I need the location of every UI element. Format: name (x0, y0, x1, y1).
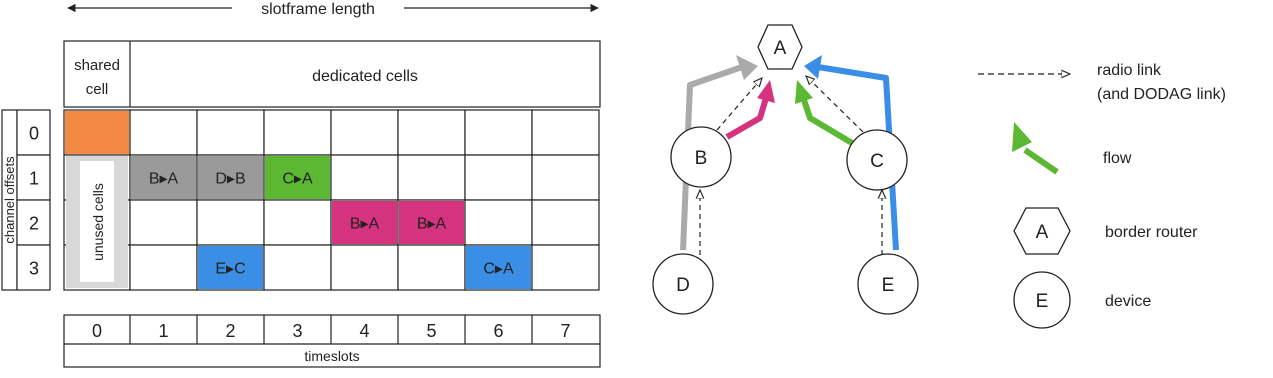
timeslot-number: 2 (225, 321, 236, 341)
schedule-cell (398, 245, 465, 290)
schedule-cell (465, 155, 532, 200)
legend-border-router-symbol: A (1035, 222, 1049, 243)
shared-cell-header-line2: cell (85, 81, 109, 98)
channel-offset-axis (2, 110, 50, 290)
dedicated-cell-label: B▸A (416, 215, 447, 233)
channel-offsets-label: channel offsets (2, 156, 17, 244)
node-b-device (671, 127, 731, 187)
timeslot-number: 4 (359, 321, 370, 341)
legend-device (1014, 272, 1151, 328)
schedule-cell (532, 110, 599, 155)
node-c-device (847, 130, 907, 190)
legend-device-label: device (1105, 293, 1152, 310)
channel-offset-label: 3 (28, 258, 40, 279)
node-e-device (858, 254, 918, 314)
dedicated-cell (265, 156, 330, 199)
timeslot-number: 0 (91, 321, 103, 341)
timeslot-number: 7 (560, 321, 571, 341)
timeslot-number: 6 (493, 321, 504, 341)
node-e-label: E (881, 275, 895, 296)
schedule-cell (130, 245, 197, 290)
node-c-label: C (870, 151, 884, 172)
dedicated-cell (332, 201, 397, 244)
schedule-cell (465, 200, 532, 245)
timeslot-axis (64, 315, 600, 367)
legend-border-router (1014, 208, 1198, 254)
schedule-cell (532, 155, 599, 200)
schedule-cell (264, 245, 331, 290)
schedule-cell (331, 245, 398, 290)
timeslot-number: 5 (426, 321, 437, 341)
timeslots-label: timeslots (304, 348, 360, 364)
timeslot-number: 1 (158, 321, 169, 341)
legend-device-symbol: E (1035, 291, 1049, 312)
schedule-cell (264, 110, 331, 155)
schedule-cell (130, 110, 197, 155)
slotframe-length-indicator (68, 1, 598, 18)
flow-magenta-b-to-a (727, 80, 775, 137)
schedule-cell (532, 245, 599, 290)
node-d-device (653, 254, 713, 314)
dedicated-cell-label: B▸A (148, 170, 179, 188)
schedule-cell (264, 200, 331, 245)
dedicated-cell (399, 201, 464, 244)
dedicated-cell (131, 156, 196, 199)
schedule-cell (130, 200, 197, 245)
legend (978, 62, 1226, 328)
dedicated-cells-header: dedicated cells (312, 68, 418, 85)
node-d-label: D (676, 275, 690, 296)
channel-offset-label: 1 (28, 168, 40, 189)
dedicated-cell-label: C▸A (282, 170, 313, 188)
shared-cell-header-line1: shared (74, 57, 120, 74)
schedule-cell (465, 110, 532, 155)
unused-cells-label: unused cells (90, 183, 106, 261)
schedule-header (64, 41, 600, 107)
slotframe-length-label: slotframe length (261, 1, 375, 18)
dedicated-cell-label: C▸A (483, 260, 514, 278)
unused-cells-column (66, 156, 128, 288)
channel-offset-label: 0 (28, 123, 40, 144)
dedicated-cell-label: E▸C (215, 260, 246, 278)
node-b-label: B (694, 148, 708, 169)
legend-radio-link-label-line1: radio link (1097, 62, 1162, 79)
dedicated-cell (198, 156, 263, 199)
schedule-cell (331, 110, 398, 155)
schedule-grid (64, 110, 599, 290)
legend-flow (1012, 122, 1132, 172)
schedule-cell (197, 200, 264, 245)
topology (653, 25, 918, 314)
node-a-label: A (773, 38, 787, 59)
legend-flow-label: flow (1103, 150, 1132, 167)
node-a-border-router (758, 25, 802, 69)
dedicated-cell (198, 246, 263, 289)
schedule-cell (398, 110, 465, 155)
dedicated-cell (466, 246, 531, 289)
legend-border-router-label: border router (1105, 224, 1198, 241)
shared-cell (65, 111, 129, 154)
schedule-cell (398, 155, 465, 200)
schedule-cell (532, 200, 599, 245)
flow-green-c-to-a (795, 80, 852, 143)
schedule-cell (331, 155, 398, 200)
timeslot-number: 3 (292, 321, 303, 341)
dedicated-cell-label: D▸B (215, 170, 246, 188)
schedule-cell (197, 110, 264, 155)
channel-offset-label: 2 (28, 213, 40, 234)
legend-radio-link (978, 62, 1226, 103)
legend-radio-link-label-line2: (and DODAG link) (1097, 86, 1226, 103)
dedicated-cell-label: B▸A (349, 215, 380, 233)
